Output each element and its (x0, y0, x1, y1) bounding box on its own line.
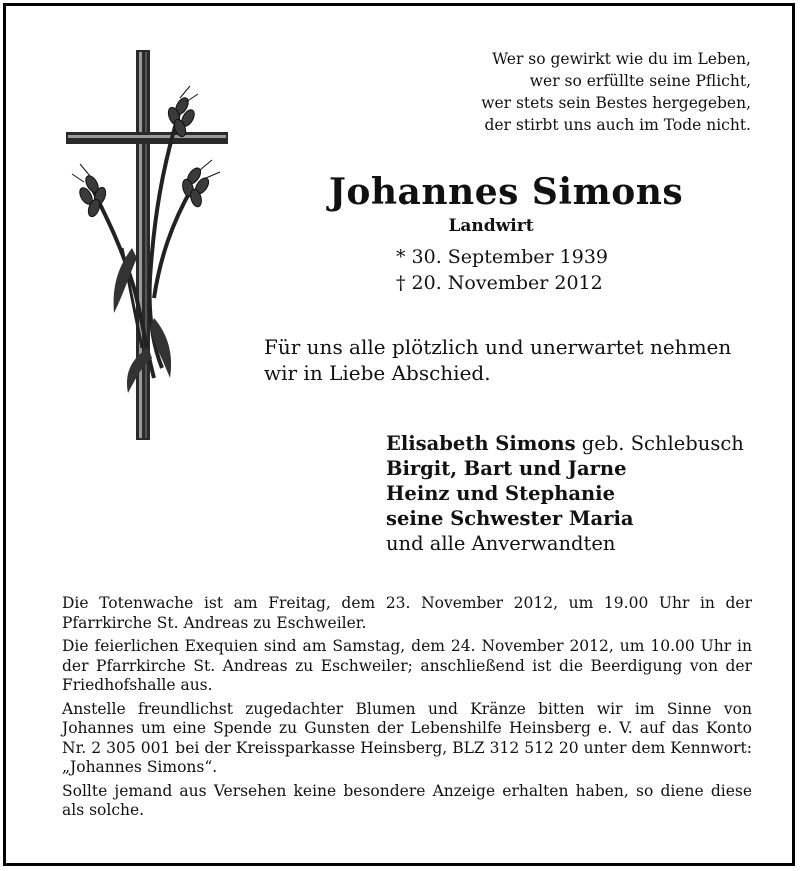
family-name-bold: Elisabeth Simons (386, 432, 576, 455)
family-line (386, 431, 744, 456)
note-paragraph: Die Totenwache ist am Freitag, dem 23. November 2012, um 19.00 Uhr in der Pfarrkirche St. Andreas zu Eschweiler. (62, 594, 752, 632)
funeral-notes (62, 594, 752, 825)
family-line: Birgit, Bart und Jarne (386, 457, 627, 480)
family-list (386, 431, 744, 556)
family-line: seine Schwester Maria (386, 507, 634, 530)
farewell-text: Für uns alle plötzlich und unerwartet nehmen wir in Liebe Abschied. (264, 335, 732, 385)
poem-line: wer stets sein Bestes hergegeben, (481, 94, 751, 112)
poem (451, 48, 751, 136)
poem-line: der stirbt uns auch im Tode nicht. (484, 116, 751, 134)
family-line: Heinz und Stephanie (386, 482, 615, 505)
birth-date: * 30. September 1939 (396, 246, 608, 268)
death-date: † 20. November 2012 (396, 272, 603, 294)
poem-line: Wer so gewirkt wie du im Leben, (492, 50, 751, 68)
life-dates (396, 244, 608, 296)
deceased-name: Johannes Simons (328, 171, 684, 213)
family-name-suffix: geb. Schlebusch (575, 432, 744, 455)
note-paragraph: Anstelle freundlichst zugedachter Blumen und Kränze bitten wir im Sinne von Johannes um eine Spende zu Gunsten der Lebenshilfe Heinsberg e. V. auf das Konto Nr. 2 305 001 bei der Kreissparkasse Heinsberg, BLZ 312 512 20 unter dem Kennwort: „Johannes Simons“. (62, 699, 752, 776)
family-line: und alle Anverwandten (386, 532, 616, 555)
note-paragraph: Sollte jemand aus Versehen keine besondere Anzeige erhalten haben, so diene diese als solche. (62, 781, 752, 819)
obituary-notice (3, 3, 795, 866)
cross-with-wheat-icon (62, 48, 232, 443)
deceased-profession: Landwirt (448, 216, 534, 236)
note-paragraph: Die feierlichen Exequien sind am Samstag, dem 24. November 2012, um 10.00 Uhr in der Pfarrkirche St. Andreas zu Eschweiler; anschließend ist die Beerdigung von der Friedhofshalle aus. (62, 637, 752, 694)
poem-line: wer so erfüllte seine Pflicht, (529, 72, 751, 90)
